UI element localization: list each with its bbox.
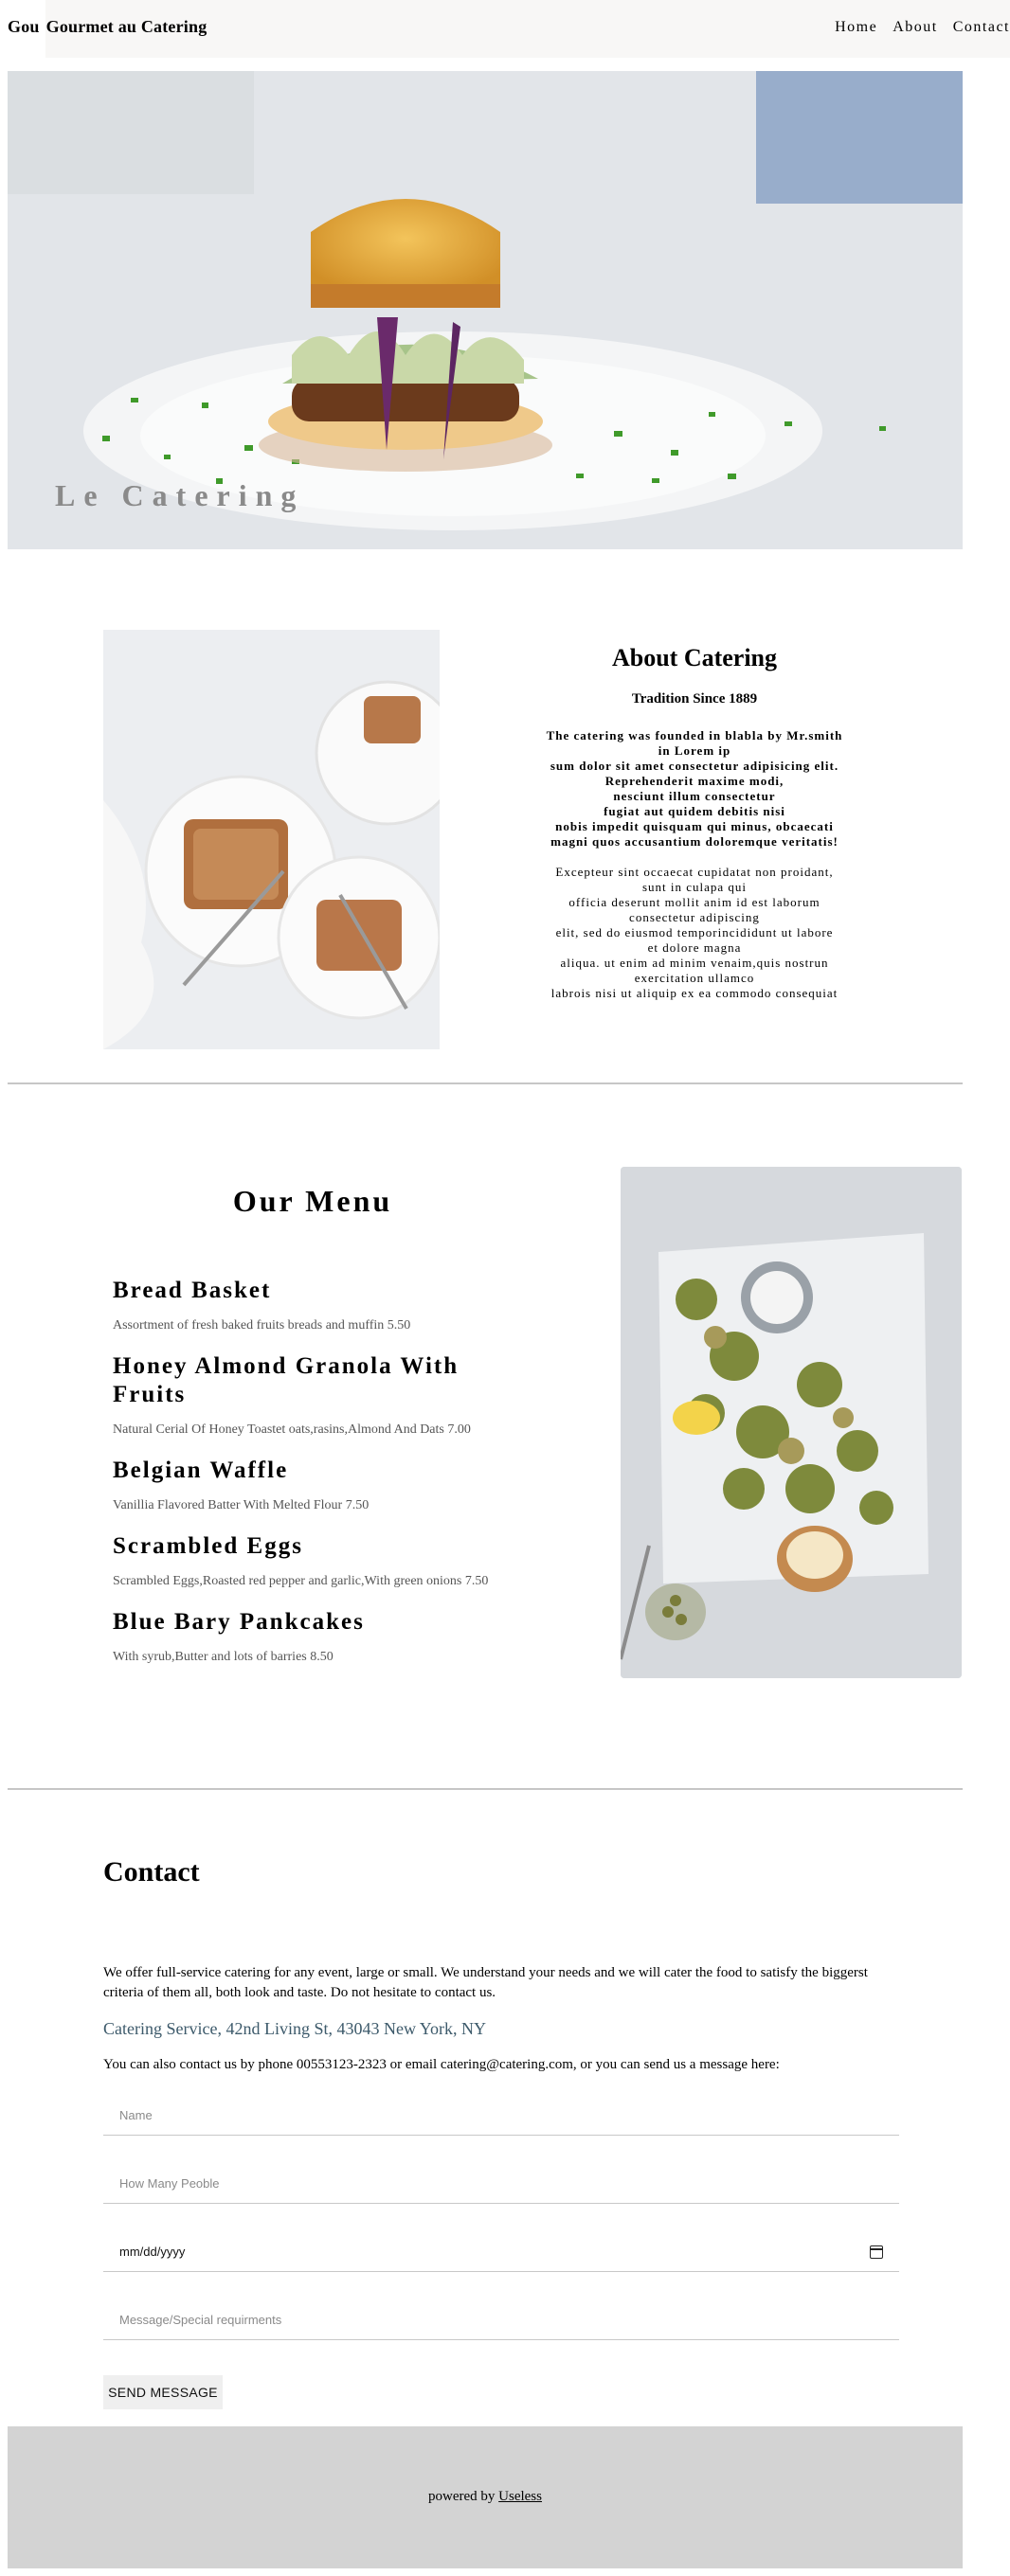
menu-image bbox=[621, 1167, 962, 1678]
contact-title: Contact bbox=[103, 1856, 200, 1887]
people-count-input[interactable] bbox=[103, 2164, 899, 2204]
message-input[interactable] bbox=[103, 2300, 899, 2340]
footer bbox=[8, 2426, 963, 2568]
menu-item bbox=[113, 1457, 530, 1515]
about-section bbox=[521, 644, 868, 1001]
about-paragraph-1: The catering was founded in blabla by Mr.smith in Lorem ip sum dolor sit amet consectetur adipisicing elit. Reprehenderit maxime modi, nesciunt illum consectetur fugiat aut quidem debitis nisi nobis impedit quisquam qui minus, obcaecati magni quos accusantium doloremque veritatis! bbox=[546, 728, 843, 849]
about-pastry-image bbox=[103, 630, 440, 1049]
contact-address: Catering Service, 42nd Living St, 43043 New York, NY bbox=[103, 2019, 486, 2038]
contact-info: You can also contact us by phone 00553123-2323 or email catering@catering.com, or you can send us a message here: bbox=[103, 2057, 780, 2072]
top-navbar bbox=[8, 0, 1010, 58]
contact-intro: We offer full-service catering for any event, large or small. We understand your needs and we will cater the food to satisfy the biggerst criteria of them all, both look and taste. Do not hesitate to contact us. bbox=[103, 1965, 868, 2000]
nav-link-about[interactable]: About bbox=[893, 19, 938, 35]
about-paragraph-2: Excepteur sint occaecat cupidatat non proidant, sunt in culapa qui officia deserunt mollit anim id est laborum consectetur adipiscing elit, sed do eiusmod temporincididunt ut labore et dolore magna aliqua. ut enim ad minim venaim,quis nostrun exercitation ullamco labrois nisi ut aliquip ex ea commodo consequiat bbox=[550, 865, 839, 1000]
menu-item bbox=[113, 1608, 530, 1667]
menu-item bbox=[113, 1277, 530, 1335]
menu-item-desc: Scrambled Eggs,Roasted red pepper and garlic,With green onions 7.50 bbox=[113, 1574, 489, 1588]
menu-item-name: Honey Almond Granola With Fruits bbox=[113, 1353, 460, 1407]
menu-item-desc: Assortment of fresh baked fruits breads and muffin 5.50 bbox=[113, 1318, 411, 1333]
menu-list bbox=[113, 1277, 530, 1684]
about-subtitle: Tradition Since 1889 bbox=[631, 691, 758, 707]
menu-tempura-image bbox=[621, 1167, 962, 1678]
menu-title: Our Menu bbox=[232, 1184, 393, 1218]
menu-item-name: Bread Basket bbox=[113, 1278, 272, 1303]
menu-item-desc: Vanillia Flavored Batter With Melted Flour 7.50 bbox=[113, 1498, 370, 1512]
brand-name: Gourmet au Catering bbox=[45, 17, 207, 36]
section-divider-2 bbox=[8, 1788, 963, 1790]
section-divider-1 bbox=[8, 1082, 963, 1084]
menu-item-desc: Natural Cerial Of Honey Toastet oats,rasins,Almond And Dats 7.00 bbox=[113, 1422, 471, 1437]
send-message-button[interactable]: SEND MESSAGE bbox=[103, 2375, 223, 2409]
menu-item-name: Belgian Waffle bbox=[113, 1458, 289, 1483]
hero-banner bbox=[8, 71, 963, 549]
menu-item bbox=[113, 1532, 530, 1591]
nav-link-contact[interactable]: Contact bbox=[952, 19, 1010, 35]
date-placeholder: mm/dd/yyyy bbox=[119, 2245, 186, 2259]
brand-logo[interactable] bbox=[8, 17, 207, 37]
name-input[interactable] bbox=[103, 2096, 899, 2136]
footer-prefix: powered by bbox=[428, 2489, 496, 2504]
footer-link[interactable]: Useless bbox=[498, 2489, 542, 2504]
hero-title: Le Catering bbox=[55, 478, 305, 512]
menu-item-name: Scrambled Eggs bbox=[113, 1533, 303, 1559]
nav-link-home[interactable]: Home bbox=[835, 19, 878, 35]
menu-item-name: Blue Bary Pankcakes bbox=[113, 1609, 365, 1635]
footer-text bbox=[8, 2489, 963, 2505]
menu-item-desc: With syrub,Butter and lots of barries 8.50 bbox=[113, 1650, 334, 1664]
menu-item bbox=[113, 1352, 530, 1440]
about-title: About Catering bbox=[611, 644, 778, 671]
date-input[interactable] bbox=[103, 2232, 899, 2272]
about-image bbox=[103, 630, 440, 1049]
nav-links bbox=[820, 19, 1010, 36]
calendar-icon[interactable] bbox=[870, 2245, 883, 2259]
brand-stub-text: Gou bbox=[8, 17, 40, 36]
